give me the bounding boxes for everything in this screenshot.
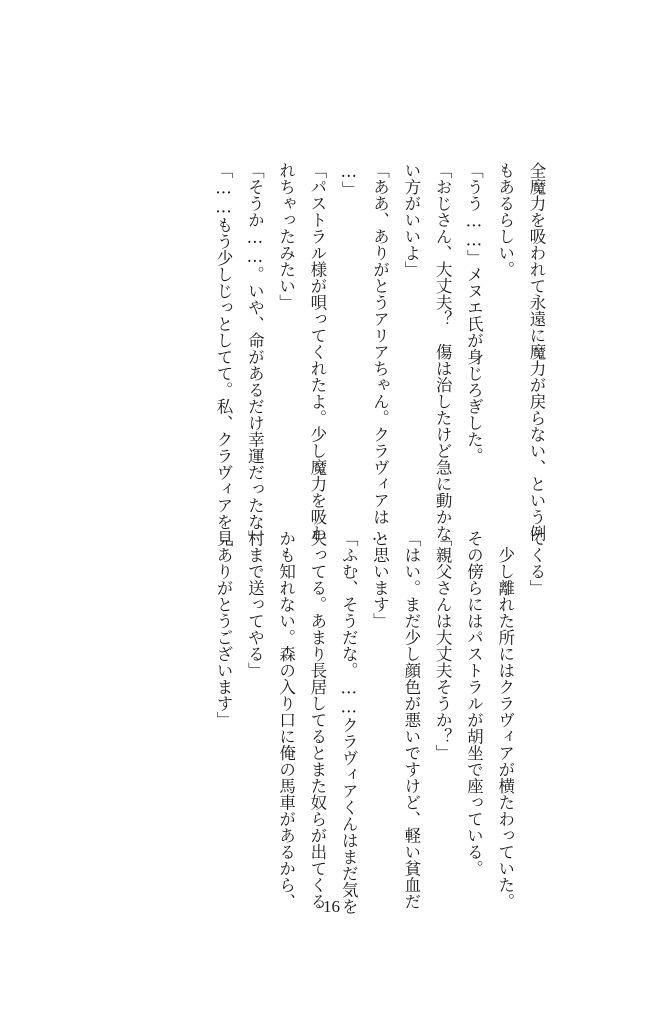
text-column: 失ってる。あまり長居してるとまた奴らが出てくる [307,530,327,910]
text-column: れちゃったみたい」 [276,162,296,311]
text-column: 「はい。まだ少し顔色が悪いですけど、軽い貧血だ [401,530,421,910]
text-column: 少し離れた所にはクラヴィアが横たわっていた。 [495,530,515,910]
text-column: 「パストラル様が唄ってくれたよ。少し魔力を吸わ [307,162,327,542]
text-column: 「親父さんは大丈夫そうか？」 [433,530,453,761]
text-column: 村まで送ってやる」 [245,530,265,679]
text-column: てくる」 [527,530,546,596]
text-column: その傍らにはパストラルが胡坐で座っている。 [464,530,484,877]
text-column: 「おじさん、大丈夫？ 傷は治したけど急に動かな [433,162,453,542]
text-column: もあるらしい。 [495,162,515,278]
text-column: かも知れない。森の入り口に俺の馬車があるから、 [276,530,296,910]
text-block-upper [200,162,546,547]
text-column: 「ああ、ありがとうアリアちゃん。クラヴィアは… [370,162,390,544]
text-column: い方がいいよ」 [401,162,421,278]
text-column: 「そうか……。いや、命があるだけ幸運だったな」 [245,162,265,547]
text-column: …」 [339,162,359,198]
text-column: 「うう……」メヌエ氏が身じろぎした。 [464,162,484,464]
text-column: 「ありがとうございます」 [214,530,234,728]
text-column: と思います」 [370,530,390,629]
page-number: 16 [323,897,340,916]
text-column: 全魔力を吸われて永遠に魔力が戻らない、という例 [527,162,546,542]
text-column: 「ふむ、そうだな。……クラヴィアくんはまだ気を [339,530,359,915]
text-column: 「……もう少しじっとしてて。私、クラヴィアを見 [214,162,234,547]
